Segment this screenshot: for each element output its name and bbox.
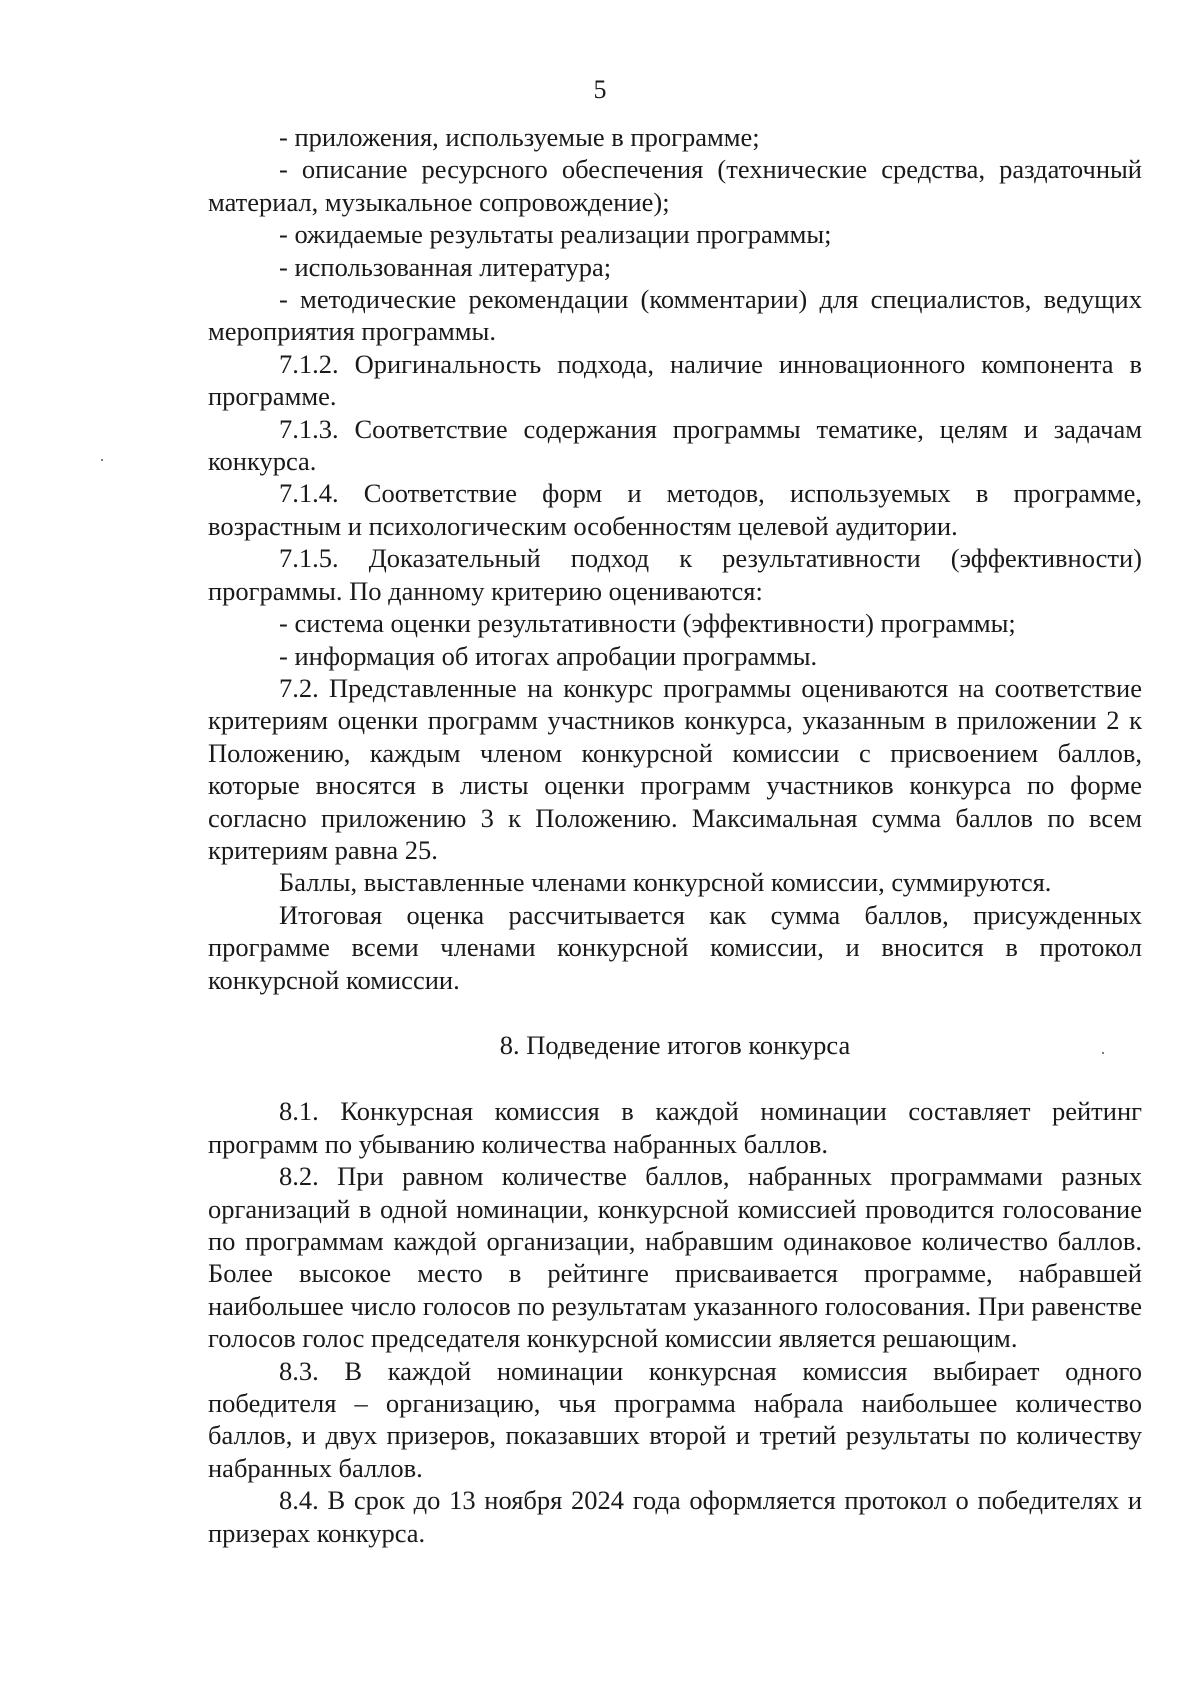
clause-8-2: 8.2. При равном количестве баллов, набранных программами разных организаций в одной номинации, конкурсной комиссией проводится голосование по программам каждой организации, набравшим одинаковое количество баллов. Более высокое место в рейтинге присваивается программе, набравшей наибольшее число голосов по результатам указанного голосования. При равенстве голосов голос председателя конкурсной комиссии является решающим. <box>208 1161 1142 1354</box>
clause-8-4: 8.4. В срок до 13 ноября 2024 года оформляется протокол о победителях и призерах конкурса. <box>208 1485 1142 1548</box>
list-item: - приложения, используемые в программе; <box>279 122 760 152</box>
clause-8-3: 8.3. В каждой номинации конкурсная комиссия выбирает одного победителя – организацию, чья программа набрала наибольшее количество баллов, и двух призеров, показавших второй и третий результаты по количеству набранных баллов. <box>208 1355 1142 1483</box>
list-item: - система оценки результативности (эффективности) программы; <box>279 608 1016 639</box>
paragraph: Итоговая оценка рассчитывается как сумма баллов, присужденных программе всеми членами конкурсной комиссии, и вносится в протокол конкурсной комиссии. <box>208 899 1142 995</box>
document-body <box>208 121 1142 1549</box>
paragraph: Баллы, выставленные членами конкурсной комиссии, суммируются. <box>279 867 1052 898</box>
list-item: - описание ресурсного обеспечения (технические средства, раздаточный материал, музыкальное сопровождение); <box>208 154 1142 217</box>
clause-7-1-5: 7.1.5. Доказательный подход к результативности (эффективности) программы. По данному критерию оцениваются: <box>208 543 1142 606</box>
page-number: 5 <box>593 75 607 104</box>
clause-7-2: 7.2. Представленные на конкурс программы оцениваются на соответствие критериям оценки программ участников конкурса, указанным в приложении 2 к Положению, каждым членом конкурсной комиссии с присвоением баллов, которые вносятся в листы оценки программ участников конкурса по форме согласно приложению 3 к Положению. Максимальная сумма баллов по всем критериям равна 25. <box>208 672 1142 865</box>
scan-speck <box>101 459 103 461</box>
list-item: - методические рекомендации (комментарии) для специалистов, ведущих мероприятия программы. <box>208 284 1142 347</box>
clause-7-1-2: 7.1.2. Оригинальность подхода, наличие инновационного компонента в программе. <box>208 348 1142 412</box>
list-item: - ожидаемые результаты реализации программы; <box>279 219 832 250</box>
section-heading: 8. Подведение итогов конкурса <box>499 1029 851 1060</box>
list-item: - использованная литература; <box>279 251 612 282</box>
clause-7-1-3: 7.1.3. Соответствие содержания программы тематике, целям и задачам конкурса. <box>208 413 1142 477</box>
clause-7-1-4: 7.1.4. Соответствие форм и методов, используемых в программе, возрастным и психологическим особенностям целевой аудитории. <box>208 478 1142 541</box>
clause-8-1: 8.1. Конкурсная комиссия в каждой номинации составляет рейтинг программ по убыванию количества набранных баллов. <box>208 1096 1142 1159</box>
list-item: - информация об итогах апробации программы. <box>279 640 818 671</box>
